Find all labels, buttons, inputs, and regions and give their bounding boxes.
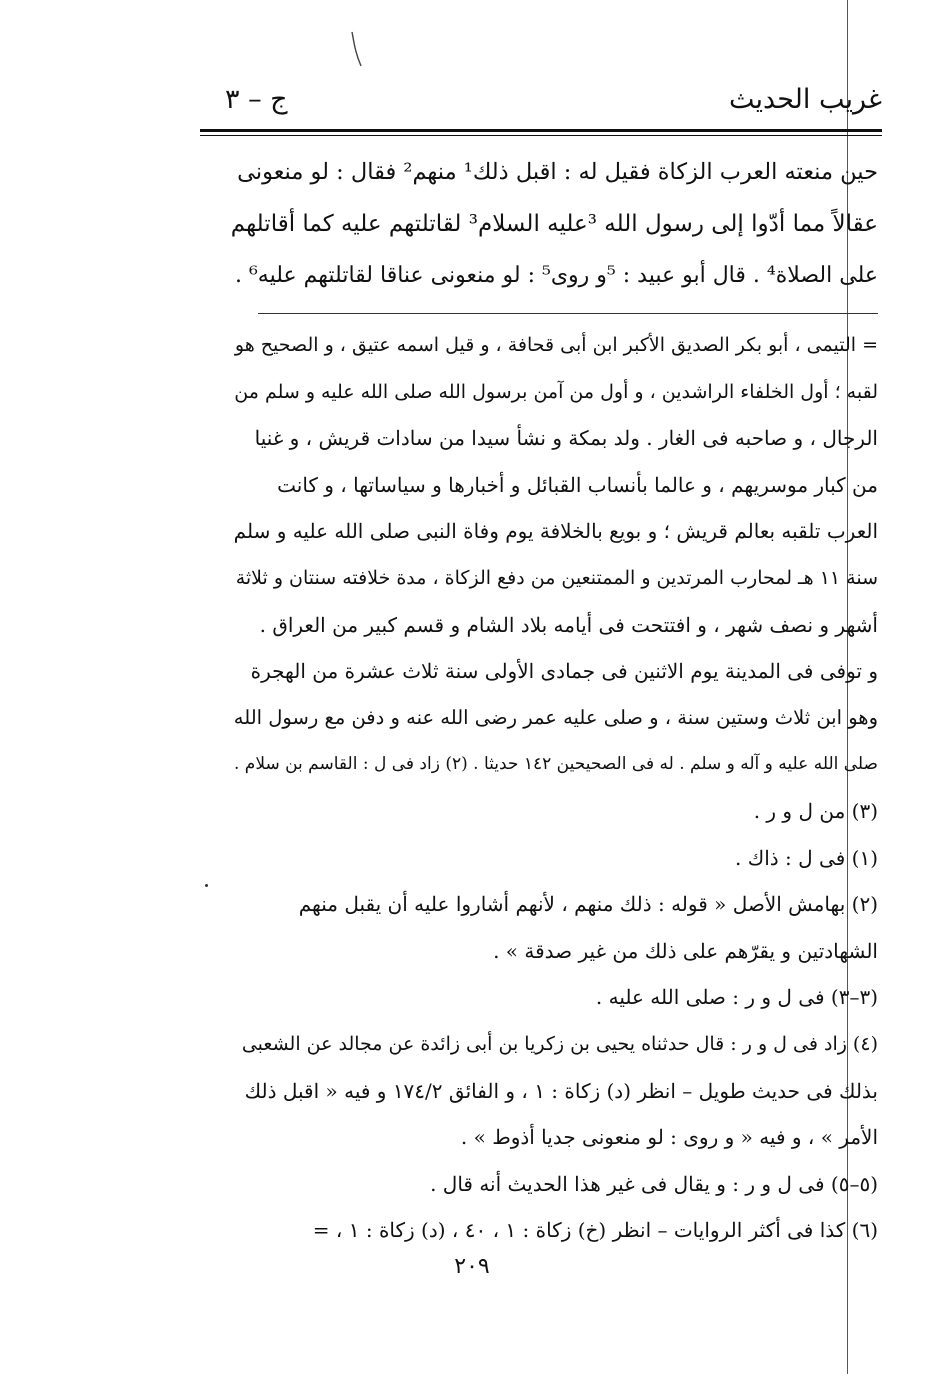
footnote-line: صلى الله عليه و آله و سلم . له فى الصحيحين ١٤٢ حديثا . (٢) زاد فى ل : القاسم بن سلام . xyxy=(233,754,878,775)
header-rule-thin xyxy=(200,135,882,136)
footnote-line: (٢) بهامش الأصل « قوله : ذلك منهم ، لأنهم أشاروا عليه أن يقبل منهم xyxy=(298,892,878,917)
volume-number: ج – ٣ xyxy=(225,84,288,115)
page-header xyxy=(225,84,882,124)
footnote-line: (٣) من ل و ر . xyxy=(753,798,878,823)
footnote-line: من كبار موسريهم ، و عالما بأنساب القبائل و أخبارها و سياساتها ، و كانت xyxy=(277,472,878,497)
main-text-line: على الصلاة⁴ . قال أبو عبيد : ⁵و روى⁵ : لو منعونى عناقا لقاتلتهم عليه⁶ . xyxy=(234,263,878,288)
main-text-line: حين منعته العرب الزكاة فقيل له : اقبل ذلك¹ منهم² فقال : لو منعونى xyxy=(237,159,878,185)
footnote-line: بذلك فى حديث طويل – انظر (د) زكاة : ١ ، و الفائق ١٧٤/٢ و فيه « اقبل ذلك xyxy=(244,1078,878,1103)
footnote-line: (١) فى ل : ذاك . xyxy=(735,845,878,870)
footnote-line: وهو ابن ثلاث وستين سنة ، و صلى عليه عمر رضى الله عنه و دفن مع رسول الله xyxy=(233,705,878,729)
header-rule-thick xyxy=(200,129,882,132)
footnotes xyxy=(228,322,878,1254)
footnote-line: (٤) زاد فى ل و ر : قال حدثناه يحيى بن زكريا بن أبى زائدة عن مجالد عن الشعبى xyxy=(241,1032,878,1055)
footnote-line: الرجال ، و صاحبه فى الغار . ولد بمكة و نشأ سيدا من سادات قريش ، و غنيا xyxy=(254,426,878,451)
footnote-line: الأمر » ، و فيه « و روى : لو منعونى جديا أذوط » . xyxy=(460,1125,878,1150)
main-text xyxy=(228,146,878,302)
main-text-line: عقالاً مما أدّوا إلى رسول الله ³عليه السلام³ لقاتلتهم عليه كما أقاتلهم xyxy=(230,211,878,237)
footnote-line: = التيمى ، أبو بكر الصديق الأكبر ابن أبى قحافة ، و قيل اسمه عتيق ، و الصحيح هو xyxy=(234,334,878,356)
stray-dot xyxy=(205,884,208,887)
footnote-line: (٦) كذا فى أكثر الروايات – انظر (خ) زكاة : ١ ، ٤٠ ، (د) زكاة : ١ ، = xyxy=(312,1218,878,1243)
page-number: ٢٠٩ xyxy=(454,1254,490,1279)
footnote-line: الشهادتين و يقرّهم على ذلك من غير صدقة » . xyxy=(493,938,878,963)
footnote-line: لقبه ؛ أول الخلفاء الراشدين ، و أول من آمن برسول الله صلى الله عليه و سلم من xyxy=(234,380,878,403)
running-title: غريب الحديث xyxy=(729,84,882,115)
footnote-line: سنة ١١ هـ لمحارب المرتدين و الممتنعين من دفع الزكاة ، مدة خلافته سنتان و ثلاثة xyxy=(235,566,878,589)
footnote-line: العرب تلقبه بعالم قريش ؛ و بويع بالخلافة يوم وفاة النبى صلى الله عليه و سلم xyxy=(233,519,878,544)
pen-mark xyxy=(350,30,364,70)
footnote-line: أشهر و نصف شهر ، و افتتحت فى أيامه بلاد الشام و قسم كبير من العراق . xyxy=(259,612,878,637)
footnote-line: و توفى فى المدينة يوم الاثنين فى جمادى الأولى سنة ثلاث عشرة من الهجرة xyxy=(250,659,878,684)
footnote-line: (٥–٥) فى ل و ر : و يقال فى غير هذا الحديث أنه قال . xyxy=(430,1171,878,1196)
footnote-line: (٣–٣) فى ل و ر : صلى الله عليه . xyxy=(595,985,878,1010)
footnote-separator xyxy=(258,313,878,314)
